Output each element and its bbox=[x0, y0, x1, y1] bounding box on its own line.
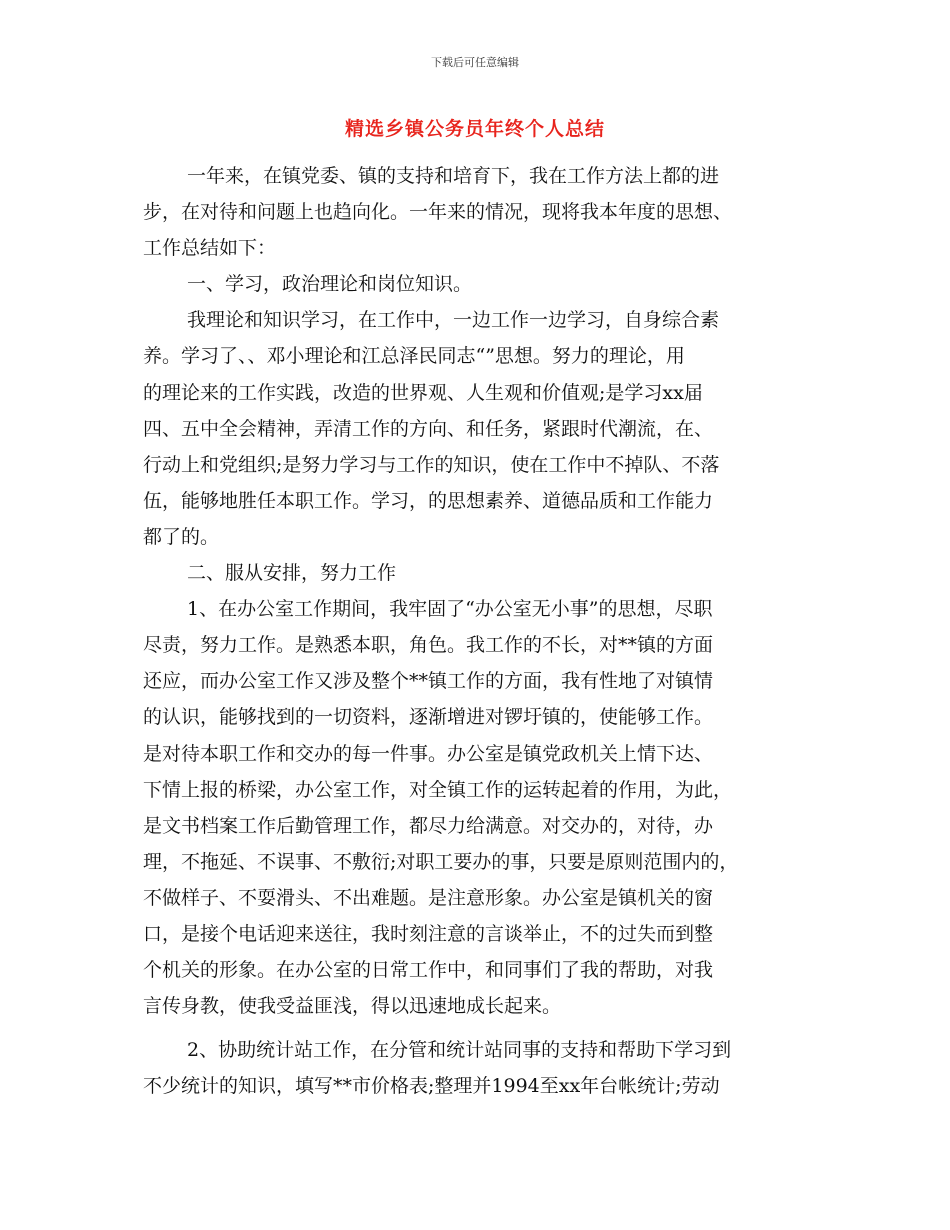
text-line: 2、协助统计站工作，在分管和统计站同事的支持和帮助下学习到 bbox=[187, 1039, 732, 1062]
text-line: 是对待本职工作和交办的每一件事。办公室是镇党政机关上情下达、 bbox=[143, 742, 714, 765]
text-line: 下情上报的桥梁，办公室工作，对全镇工作的运转起着的作用，为此， bbox=[143, 778, 733, 801]
text-line: 理，不拖延、不误事、不敷衍;对职工要办的事，只要是原则范围内的， bbox=[143, 850, 739, 873]
text-line: 的认识，能够找到的一切资料，逐渐增进对锣圩镇的，使能够工作。 bbox=[143, 706, 714, 729]
text-line: 是文书档案工作后勤管理工作，都尽力给满意。对交办的，对待，办 bbox=[143, 814, 714, 837]
text-line: 还应，而办公室工作又涉及整个**镇工作的方面，我有性地了对镇情 bbox=[143, 670, 714, 693]
paragraph-gap bbox=[143, 1024, 815, 1032]
text-line: 工作总结如下： bbox=[143, 237, 277, 260]
text-line: 个机关的形象。在办公室的日常工作中，和同事们了我的帮助，对我 bbox=[143, 959, 714, 982]
text-line: 不做样子、不耍滑头、不出难题。是注意形象。办公室是镇机关的窗 bbox=[143, 886, 714, 909]
text-line: 口，是接个电话迎来送往，我时刻注意的言谈举止，不的过失而到整 bbox=[143, 922, 714, 945]
text-line: 都了的。 bbox=[143, 525, 220, 548]
text-line: 尽责，努力工作。是熟悉本职，角色。我工作的不长，对**镇的方面 bbox=[143, 634, 714, 657]
text-line: 二、服从安排，努力工作 bbox=[187, 562, 397, 585]
document-body bbox=[143, 158, 815, 1104]
text-line: 一、学习，政治理论和岗位知识。 bbox=[187, 273, 473, 296]
document-title: 精选乡镇公务员年终个人总结 bbox=[344, 118, 605, 140]
text-line: 1、在办公室工作期间，我牢固了“办公室无小事”的思想，尽职 bbox=[187, 598, 713, 621]
text-line: 养。学习了、、邓小理论和江总泽民同志“”思想。努力的理论，用 bbox=[143, 345, 685, 368]
header-note: 下载后可任意编辑 bbox=[431, 56, 519, 69]
text-line: 一年来，在镇党委、镇的支持和培育下，我在工作方法上都的进 bbox=[187, 165, 720, 187]
text-line: 言传身教，使我受益匪浅，得以迅速地成长起来。 bbox=[143, 995, 562, 1018]
text-line: 不少统计的知识，填写**市价格表;整理并1994至xx年台帐统计;劳动 bbox=[143, 1075, 720, 1098]
text-line: 的理论来的工作实践，改造的世界观、人生观和价值观;是学习xx届 bbox=[143, 381, 703, 404]
text-line: 行动上和党组织;是努力学习与工作的知识，使在工作中不掉队、不落 bbox=[143, 453, 720, 476]
text-line: 伍，能够地胜任本职工作。学习，的思想素养、道德品质和工作能力 bbox=[143, 489, 714, 512]
text-line: 四、五中全会精神，弄清工作的方向、和任务，紧跟时代潮流，在、 bbox=[143, 417, 714, 440]
text-line: 我理论和知识学习，在工作中，一边工作一边学习，自身综合素 bbox=[187, 309, 720, 332]
text-line: 步，在对待和问题上也趋向化。一年来的情况，现将我本年度的思想、 bbox=[143, 201, 733, 224]
